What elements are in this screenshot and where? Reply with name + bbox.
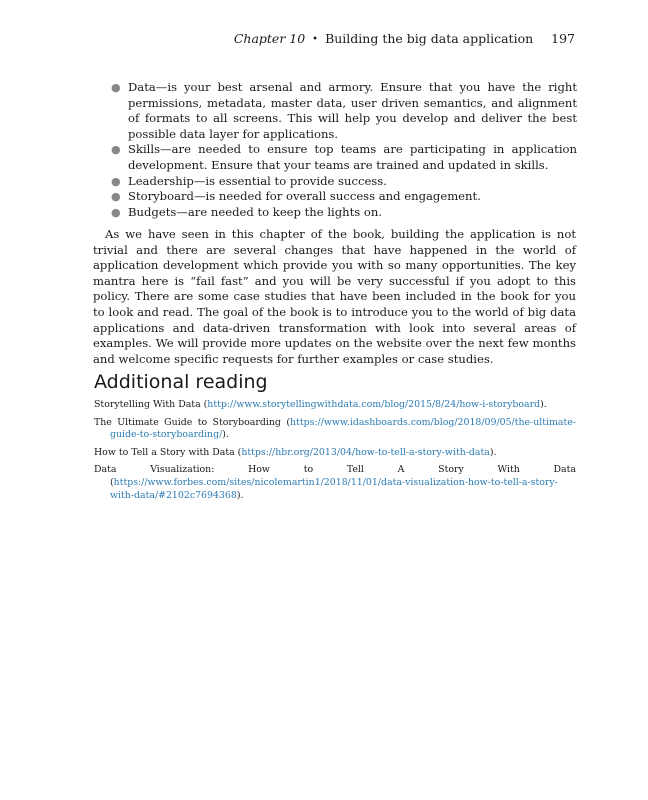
bullet-icon: ● [111, 190, 121, 204]
list-item: ● Skills—are needed to ensure top teams are participating in application development. Ensure that your teams are trained and updated in skills. [111, 142, 577, 172]
list-item: ● Data—is your best arsenal and armory. Ensure that you have the right permissions, metadata, master data, user driven semantics, and alignment of formats to all screens. This will help you develop and deliver the best possible data layer for applications. [111, 80, 577, 141]
reference-link[interactable]: https://www.forbes.com/sites/nicolemartin1/2018/11/01/data-visualization-how-to-tell-a-story-with-data/#2102c7694368 [110, 476, 558, 501]
running-header [234, 31, 575, 46]
bullet-icon: ● [111, 81, 121, 94]
reference-item: Storytelling With Data (http://www.storytellingwithdata.com/blog/2015/8/24/how-i-storyboard). [94, 399, 547, 410]
reference-list [94, 399, 576, 507]
chapter-label: Chapter 10 [233, 31, 306, 46]
section-heading: Additional reading [94, 371, 268, 393]
body-paragraph: As we have seen in this chapter of the book, building the application is not trivial and there are several changes that have happened in the world of application development which provide you with so many opportunities. The key mantra here is “fail fast” and you will be very successful if you adopt to this policy. There are some case studies that have been included in the book for you to look and read. The goal of the book is to introduce you to the world of big data applications and data-driven transformation with look into several areas of examples. We will provide more updates on the website over the next few months and welcome specific requests for further examples or case studies. [93, 227, 576, 366]
page-number: 197 [551, 31, 575, 46]
bullet-icon: ● [111, 143, 121, 157]
chapter-title: Building the big data application [325, 31, 534, 46]
header-separator: • [312, 34, 319, 45]
bullet-list [111, 80, 577, 220]
reference-link[interactable]: https://www.idashboards.com/blog/2018/09/05/the-ultimate-guide-to-storyboarding/ [110, 416, 576, 441]
reference-item: How to Tell a Story with Data (https://hbr.org/2013/04/how-to-tell-a-story-with-data). [94, 446, 497, 458]
reference-link[interactable]: http://www.storytellingwithdata.com/blog/2015/8/24/how-i-storyboard [207, 399, 541, 410]
bullet-icon: ● [111, 205, 121, 219]
bullet-icon: ● [111, 174, 121, 188]
list-item: ● Leadership—is essential to provide success. [111, 173, 387, 188]
reference-link[interactable]: https://hbr.org/2013/04/how-to-tell-a-story-with-data [241, 446, 490, 458]
list-item: ● Budgets—are needed to keep the lights on. [111, 204, 383, 219]
list-item: ● Storyboard—is needed for overall success and engagement. [111, 189, 481, 204]
reference-item: The Ultimate Guide to Storyboarding (https://www.idashboards.com/blog/2018/09/05/the-ultimate-guide-to-storyboarding/). [94, 416, 576, 441]
reference-item: Data Visualization: How to Tell A Story With Data (https://www.forbes.com/sites/nicolemartin1/2018/11/01/data-visualization-how-to-tell-a-story-with-data/#2102c7694368). [94, 464, 576, 501]
